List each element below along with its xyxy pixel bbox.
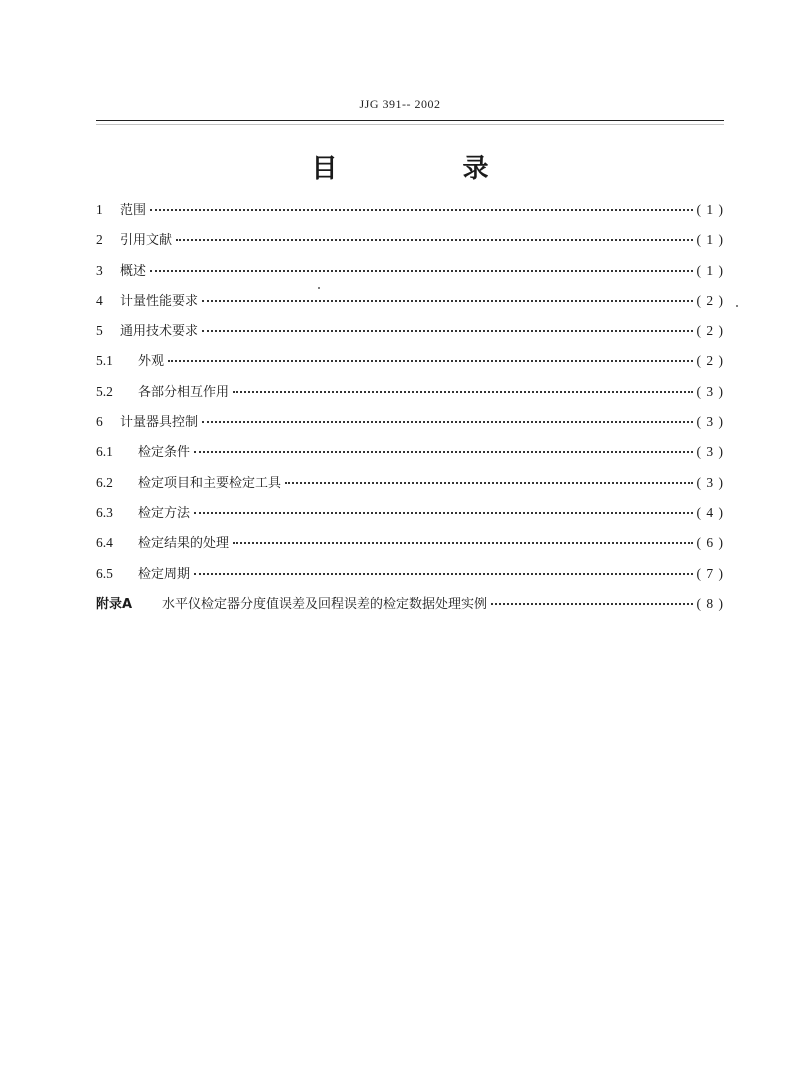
toc-leader-dots (150, 270, 692, 272)
toc-entry-number: 2 (96, 232, 103, 248)
toc-leader-dots (202, 330, 692, 332)
toc-entry-title: 计量性能要求 (120, 293, 199, 309)
toc-entry-page: ( 3 ) (696, 414, 724, 430)
toc-entry-number: 5.1 (96, 353, 113, 369)
toc-leader-dots (233, 391, 692, 393)
toc-entry-title: 检定条件 (138, 445, 191, 461)
toc-entry-number: 6.2 (96, 474, 113, 490)
toc-entry-title: 外观 (138, 354, 165, 370)
toc-entry-title: 概述 (120, 263, 147, 279)
toc-entry-page: ( 2 ) (696, 353, 724, 369)
scan-speck (318, 287, 320, 289)
toc-entry-page: ( 1 ) (696, 232, 724, 248)
toc-leader-dots (176, 239, 692, 241)
toc-leader-dots (150, 209, 692, 211)
header-rule-shadow (96, 124, 724, 125)
toc-entry-number: 3 (96, 262, 103, 278)
toc-entry (96, 320, 724, 350)
toc-entry-number: 4 (96, 292, 103, 308)
toc-entry-title: 检定方法 (138, 505, 191, 521)
toc-entry-page: ( 3 ) (696, 474, 724, 490)
toc-entry-number: 附录A (96, 596, 133, 612)
toc-leader-dots (194, 512, 692, 514)
toc-entry-number: 6.3 (96, 504, 113, 520)
toc-entry-title: 通用技术要求 (120, 324, 199, 340)
toc-entry-number: 6 (96, 414, 103, 430)
page-title: 目 录 (311, 154, 547, 184)
toc-entry (96, 563, 724, 593)
toc-entry-title: 检定项目和主要检定工具 (138, 475, 282, 491)
toc-entry-title: 水平仪检定器分度值误差及回程误差的检定数据处理实例 (162, 596, 488, 612)
toc-leader-dots (194, 573, 692, 575)
toc-entry-title: 范围 (120, 203, 147, 218)
toc-entry-page: ( 2 ) (696, 323, 724, 339)
toc-entry (96, 260, 724, 290)
toc-entry-title: 各部分相互作用 (138, 384, 230, 400)
toc-entry (96, 593, 724, 623)
toc-entry-title: 检定结果的处理 (138, 536, 230, 552)
toc-entry-page: ( 8 ) (696, 595, 724, 611)
toc-entry (96, 472, 724, 502)
toc-entry-page: ( 2 ) (696, 292, 724, 308)
toc-entry-page: ( 7 ) (696, 565, 724, 581)
toc-entry-title: 引用文献 (120, 233, 173, 249)
toc-entry-title: 检定周期 (138, 566, 191, 582)
toc-entry-number: 6.4 (96, 535, 113, 551)
standard-code: JJG 391-- 2002 (359, 97, 441, 111)
toc-entry-page: ( 3 ) (696, 444, 724, 460)
toc-leader-dots (202, 300, 692, 302)
toc-entry (96, 441, 724, 471)
toc-entry-number: 1 (96, 202, 103, 217)
toc-entry-number: 5.2 (96, 383, 113, 399)
header-rule (96, 120, 724, 121)
toc-entry-number: 6.5 (96, 565, 113, 581)
toc-entry (96, 502, 724, 532)
toc-entry-page: ( 6 ) (696, 535, 724, 551)
table-of-contents (96, 199, 724, 623)
toc-entry-number: 5 (96, 323, 103, 339)
toc-entry-title: 计量器具控制 (120, 415, 199, 431)
toc-leader-dots (202, 421, 692, 423)
toc-leader-dots (285, 482, 692, 484)
toc-entry-number: 6.1 (96, 444, 113, 460)
toc-entry (96, 290, 724, 320)
toc-entry (96, 350, 724, 380)
toc-entry (96, 381, 724, 411)
toc-entry-page: ( 4 ) (696, 504, 724, 520)
toc-entry (96, 532, 724, 562)
scan-speck (736, 305, 738, 307)
toc-leader-dots (233, 542, 692, 544)
toc-leader-dots (194, 451, 692, 453)
toc-leader-dots (491, 603, 692, 605)
toc-entry (96, 411, 724, 441)
toc-entry-page: ( 1 ) (696, 262, 724, 278)
toc-entry-page: ( 1 ) (696, 202, 724, 217)
toc-leader-dots (168, 360, 692, 362)
toc-entry-page: ( 3 ) (696, 383, 724, 399)
toc-entry (96, 229, 724, 259)
toc-entry (96, 199, 724, 229)
